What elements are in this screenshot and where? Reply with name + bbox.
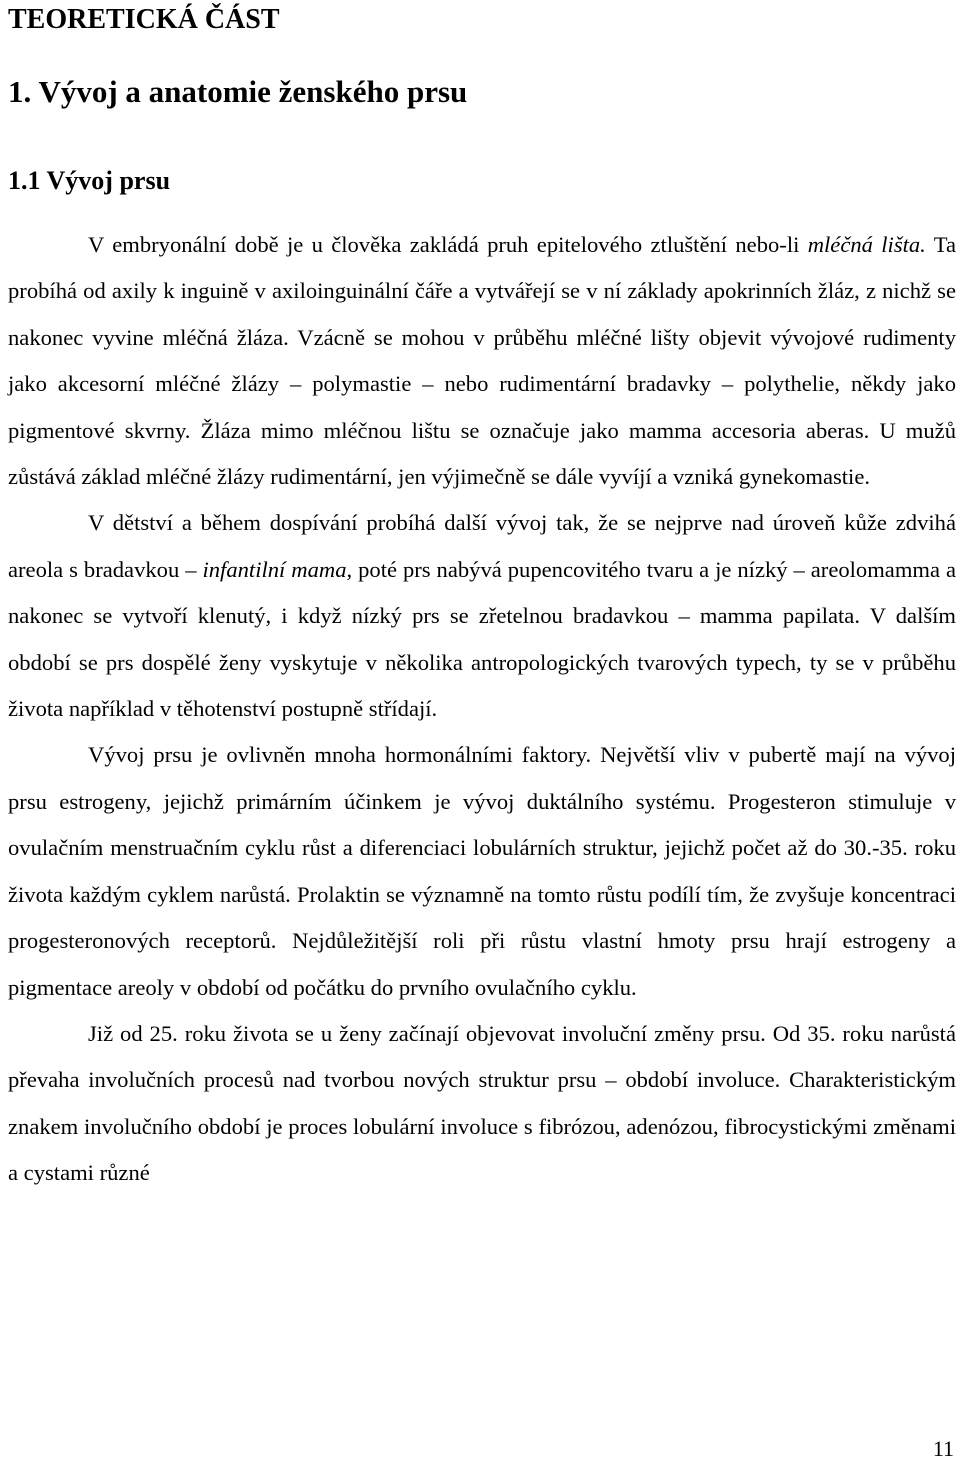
section-heading: 1.1 Vývoj prsu [8, 166, 171, 195]
paragraph-3: Vývoj prsu je ovlivněn mnoha hormonálními faktory. Největší vliv v pubertě mají na vývoj prsu estrogeny, jejichž primárním účinkem je vývoj duktálního systému. Progesteron stimuluje v ovulačním menstruačním cyklu růst a diferenciaci lobulárních struktur, jejichž počet až do 30.-35. roku života každým cyklem narůstá. Prolaktin se významně na tomto růstu podílí tím, že zvyšuje koncentraci progesteronových receptorů. Nejdůležitější roli při růstu vlastní hmoty prsu hrají estrogeny a pigmentace areoly v období od počátku do prvního ovulačního cyklu. [8, 742, 956, 1000]
paragraph-2-text-b: poté prs nabývá pupencovitého tvaru a je nízký – areolomamma a nakonec se vytvoří klenutý, i když nízký prs se zřetelnou bradavkou – mamma papilata. V dalším období se prs dospělé ženy vyskytuje v několika antropologických tvarových typech, ty se v průběhu života například v těhotenství postupně střídají. [8, 556, 956, 722]
paragraph-2-text-a: V dětství a během dospívání probíhá další vývoj tak, že se nejprve nad úroveň kůže zdvihá areola s bradavkou – [8, 510, 956, 582]
body-text [8, 222, 956, 1197]
term-infantilni-mama: infantilní mama, [202, 556, 353, 582]
paragraph-4: Již od 25. roku života se u ženy začínají objevovat involuční změny prsu. Od 35. roku narůstá převaha involučních procesů nad tvorbou nových struktur prsu – období involuce. Charakteristickým znakem involučního období je proces lobulární involuce s fibrózou, adenózou, fibrocystickými změnami a cystami různé [8, 1020, 956, 1186]
term-mlecna-lista: mléčná lišta. [807, 232, 926, 257]
chapter-heading: 1. Vývoj a anatomie ženského prsu [8, 74, 468, 109]
paragraph-2 [8, 500, 956, 732]
paragraph-1-text-a: V embryonální době je u člověka zakládá pruh epitelového ztluštění nebo-li [88, 232, 808, 257]
page-number: 11 [932, 1436, 954, 1461]
paragraph-1 [8, 222, 956, 500]
part-heading: TEORETICKÁ ČÁST [8, 4, 280, 35]
paragraph-1-text-b: Ta probíhá od axily k inguině v axiloinguinální čáře a vytvářejí se v ní základy apokrinních žláz, z nichž se nakonec vyvine mléčná žláza. Vzácně se mohou v průběhu mléčné lišty objevit vývojové rudimenty jako akcesorní mléčné žlázy – polymastie – nebo rudimentární bradavky – polythelie, někdy jako pigmentové skvrny. Žláza mimo mléčnou lištu se označuje jako mamma accesoria aberas. U mužů zůstává základ mléčné žlázy rudimentární, jen výjimečně se dále vyvíjí a vzniká gynekomastie. [8, 232, 957, 490]
